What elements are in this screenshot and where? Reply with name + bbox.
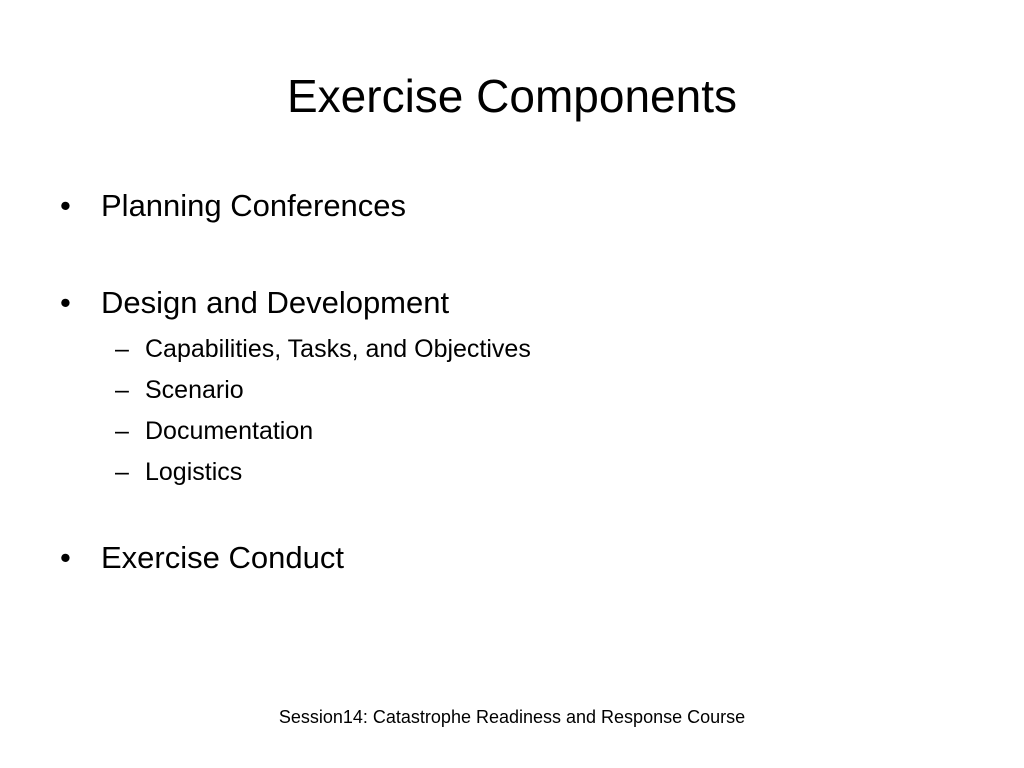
bullet-label: Design and Development [101, 285, 450, 320]
sub-bullet-label: Logistics [145, 458, 243, 486]
sub-bullet-label: Capabilities, Tasks, and Objectives [145, 335, 531, 363]
bullet-label: Exercise Conduct [101, 540, 344, 575]
sub-bullet-marker: – [115, 335, 129, 363]
sub-bullet-label: Documentation [145, 417, 314, 445]
bullet-marker: • [60, 188, 71, 223]
slide-title: Exercise Components [287, 70, 737, 122]
sub-bullet-label: Scenario [145, 376, 244, 404]
bullet-marker: • [60, 540, 71, 575]
slide-footer: Session14: Catastrophe Readiness and Response Course [278, 707, 746, 727]
sub-bullet-marker: – [115, 376, 129, 404]
sub-bullet-marker: – [115, 458, 129, 486]
bullet-label: Planning Conferences [101, 188, 407, 223]
sub-bullet-marker: – [115, 417, 129, 445]
bullet-marker: • [60, 285, 71, 320]
